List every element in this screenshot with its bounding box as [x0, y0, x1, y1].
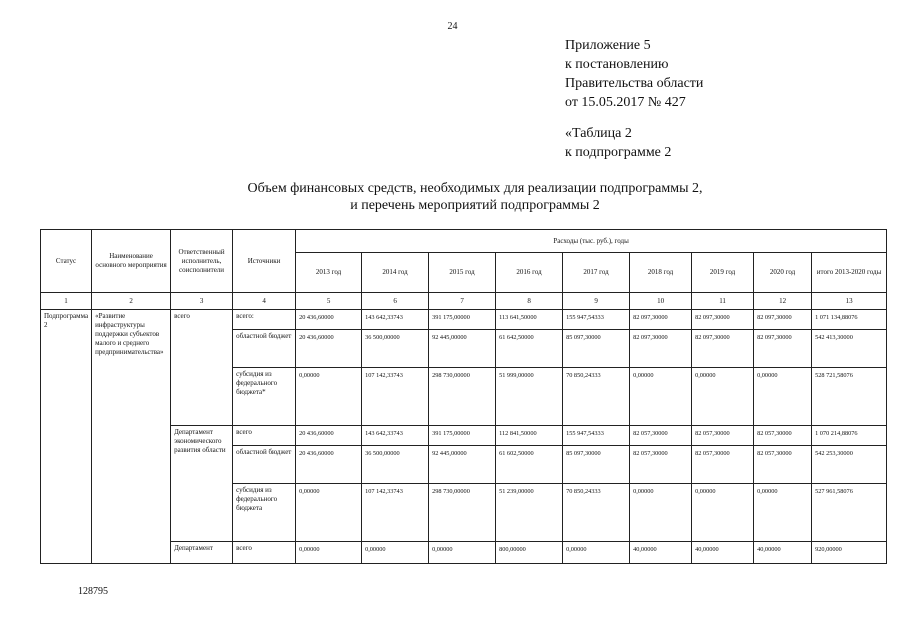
document-title [0, 180, 905, 214]
amount-cell: 155 947,54333 [563, 426, 630, 446]
amount-cell: 112 841,50000 [496, 426, 563, 446]
amount-cell: 527 961,58076 [812, 484, 887, 542]
column-number: 1 [41, 293, 92, 310]
amount-cell: 70 850,24333 [563, 484, 630, 542]
column-number: 7 [429, 293, 496, 310]
appendix-line: от 15.05.2017 № 427 [565, 95, 686, 110]
amount-cell: 36 500,00000 [362, 330, 429, 368]
amount-cell: 85 097,30000 [563, 330, 630, 368]
header-year: 2019 год [692, 253, 754, 293]
column-number: 2 [92, 293, 171, 310]
amount-cell: 82 057,30000 [692, 446, 754, 484]
amount-cell: 107 142,33743 [362, 484, 429, 542]
amount-cell: 82 097,30000 [692, 310, 754, 330]
footer-code: 128795 [78, 586, 108, 597]
source-cell: всего [233, 542, 296, 564]
appendix-line: Правительства области [565, 76, 704, 91]
column-number: 3 [171, 293, 233, 310]
executor-cell: Департамент [171, 542, 233, 564]
amount-cell: 528 721,58076 [812, 368, 887, 426]
amount-cell: 920,00000 [812, 542, 887, 564]
column-number: 6 [362, 293, 429, 310]
page-number: 24 [447, 21, 458, 32]
amount-cell: 51 999,00000 [496, 368, 563, 426]
column-number: 9 [563, 293, 630, 310]
header-sources: Источники [233, 230, 296, 293]
header-year: 2018 год [630, 253, 692, 293]
amount-cell: 1 070 214,88076 [812, 426, 887, 446]
amount-cell: 298 730,00000 [429, 368, 496, 426]
header-year: 2013 год [296, 253, 362, 293]
table-reference [565, 124, 671, 162]
source-cell: субсидия из федерального бюджета [233, 484, 296, 542]
header-measure-name: Наименование основного мероприятия [92, 230, 171, 293]
amount-cell: 1 071 134,88076 [812, 310, 887, 330]
amount-cell: 92 445,00000 [429, 330, 496, 368]
amount-cell: 82 057,30000 [692, 426, 754, 446]
amount-cell: 40,00000 [630, 542, 692, 564]
title-line: Объем финансовых средств, необходимых для реализации подпрограммы 2, [247, 181, 703, 196]
amount-cell: 0,00000 [296, 368, 362, 426]
amount-cell: 20 436,60000 [296, 310, 362, 330]
source-cell: всего: [233, 310, 296, 330]
amount-cell: 20 436,60000 [296, 446, 362, 484]
amount-cell: 82 097,30000 [692, 330, 754, 368]
header-expenses: Расходы (тыс. руб.), годы [296, 230, 887, 253]
header-year: 2014 год [362, 253, 429, 293]
amount-cell: 82 057,30000 [754, 446, 812, 484]
column-number: 10 [630, 293, 692, 310]
amount-cell: 0,00000 [754, 368, 812, 426]
title-line: и перечень мероприятий подпрограммы 2 [350, 198, 600, 213]
amount-cell: 36 500,00000 [362, 446, 429, 484]
amount-cell: 20 436,60000 [296, 426, 362, 446]
source-cell: областной бюджет [233, 330, 296, 368]
column-number: 8 [496, 293, 563, 310]
header-year: 2020 год [754, 253, 812, 293]
column-number: 5 [296, 293, 362, 310]
executor-cell: Департамент экономического развития области [171, 426, 233, 542]
amount-cell: 391 175,00000 [429, 426, 496, 446]
header-executors: Ответственный исполнитель, соисполнители [171, 230, 233, 293]
amount-cell: 0,00000 [296, 542, 362, 564]
table-ref-line: к подпрограмме 2 [565, 145, 672, 160]
measure-name-cell: «Развитие инфраструктуры поддержки субъектов малого и среднего предпринимательства» [92, 310, 171, 564]
amount-cell: 542 413,30000 [812, 330, 887, 368]
amount-cell: 85 097,30000 [563, 446, 630, 484]
budget-table [40, 229, 887, 564]
amount-cell: 542 253,30000 [812, 446, 887, 484]
status-cell: Подпрограмма 2 [41, 310, 92, 564]
amount-cell: 0,00000 [630, 484, 692, 542]
header-year: 2015 год [429, 253, 496, 293]
amount-cell: 143 642,33743 [362, 426, 429, 446]
table-ref-line: «Таблица 2 [565, 126, 632, 141]
header-status: Статус [41, 230, 92, 293]
amount-cell: 0,00000 [362, 542, 429, 564]
amount-cell: 40,00000 [692, 542, 754, 564]
source-cell: всего [233, 426, 296, 446]
executor-cell: всего [171, 310, 233, 426]
amount-cell: 82 097,30000 [754, 310, 812, 330]
appendix-line: Приложение 5 [565, 38, 651, 53]
source-cell: областной бюджет [233, 446, 296, 484]
amount-cell: 107 142,33743 [362, 368, 429, 426]
amount-cell: 61 602,50000 [496, 446, 563, 484]
column-number: 12 [754, 293, 812, 310]
column-number: 13 [812, 293, 887, 310]
amount-cell: 92 445,00000 [429, 446, 496, 484]
amount-cell: 113 641,50000 [496, 310, 563, 330]
amount-cell: 82 097,30000 [630, 330, 692, 368]
amount-cell: 82 057,30000 [754, 426, 812, 446]
amount-cell: 0,00000 [429, 542, 496, 564]
table-row [41, 310, 887, 330]
amount-cell: 51 239,00000 [496, 484, 563, 542]
column-number: 11 [692, 293, 754, 310]
amount-cell: 143 642,33743 [362, 310, 429, 330]
amount-cell: 0,00000 [630, 368, 692, 426]
amount-cell: 70 850,24333 [563, 368, 630, 426]
amount-cell: 298 730,00000 [429, 484, 496, 542]
amount-cell: 155 947,54333 [563, 310, 630, 330]
amount-cell: 0,00000 [692, 484, 754, 542]
amount-cell: 391 175,00000 [429, 310, 496, 330]
amount-cell: 40,00000 [754, 542, 812, 564]
amount-cell: 0,00000 [563, 542, 630, 564]
amount-cell: 0,00000 [296, 484, 362, 542]
appendix-line: к постановлению [565, 57, 669, 72]
appendix-block [565, 36, 703, 112]
amount-cell: 82 057,30000 [630, 446, 692, 484]
amount-cell: 800,00000 [496, 542, 563, 564]
header-year: 2017 год [563, 253, 630, 293]
amount-cell: 61 642,50000 [496, 330, 563, 368]
column-number: 4 [233, 293, 296, 310]
amount-cell: 20 436,60000 [296, 330, 362, 368]
header-year: итого 2013-2020 годы [812, 253, 887, 293]
amount-cell: 82 097,30000 [630, 310, 692, 330]
amount-cell: 0,00000 [692, 368, 754, 426]
source-cell: субсидия из федерального бюджета* [233, 368, 296, 426]
amount-cell: 82 057,30000 [630, 426, 692, 446]
header-year: 2016 год [496, 253, 563, 293]
amount-cell: 82 097,30000 [754, 330, 812, 368]
amount-cell: 0,00000 [754, 484, 812, 542]
page-cut-mask [40, 568, 892, 640]
